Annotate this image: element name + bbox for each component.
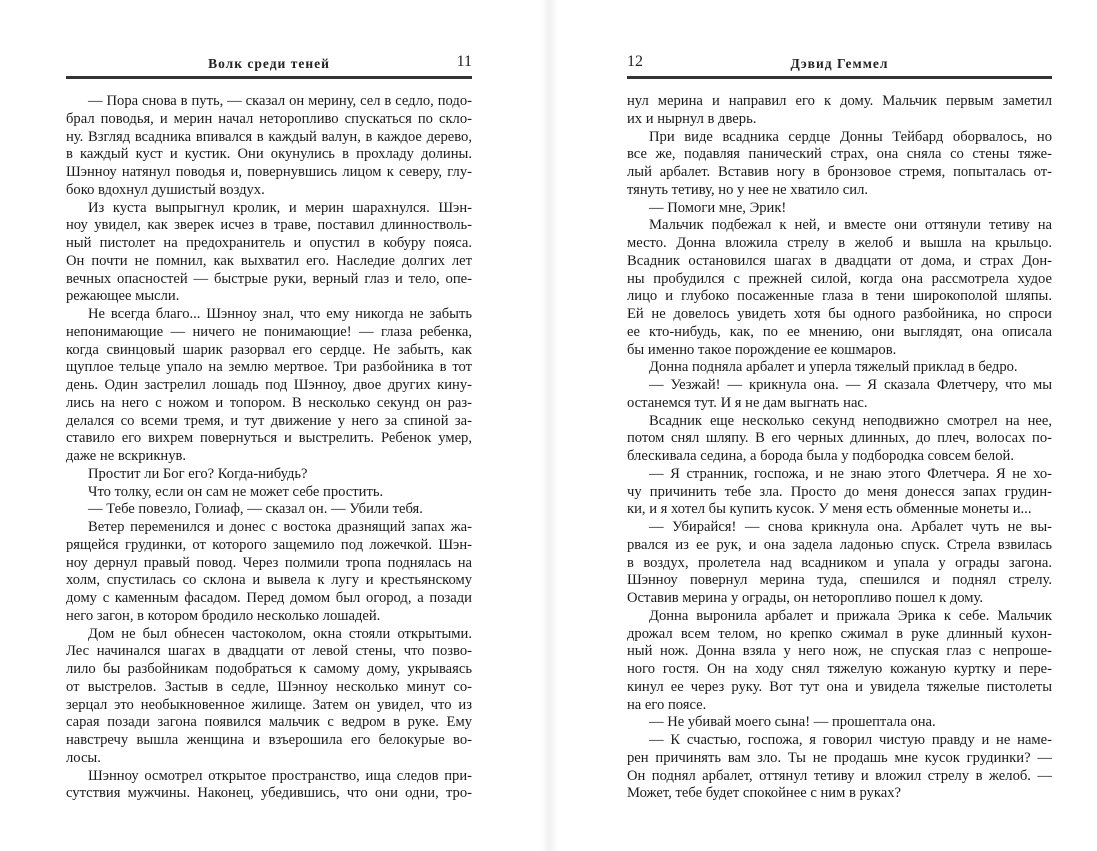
text-line: Шэнноу повернул мерина туда, спешился и поднял стрелу. — [627, 572, 1052, 589]
paragraph — [627, 93, 1052, 129]
text-line: — К счастью, госпожа, я говорил чистую правду и не наме- — [649, 732, 1052, 748]
page-header — [627, 0, 1052, 77]
text-line: боко вдохнул душистый воздух. — [66, 181, 265, 198]
paragraph — [66, 626, 472, 768]
text-line: в воздух, пролетела над всадником и упала у ограды загона. — [627, 554, 1052, 571]
paragraph — [627, 519, 1052, 608]
text-line: — Не убивай моего сына! — прошептала она. — [649, 714, 936, 731]
text-line: на его поясе. — [627, 696, 707, 713]
paragraph — [66, 200, 472, 307]
paragraph — [627, 608, 1052, 715]
text-line: Дом не был обнесен частоколом, окна стояли открытыми. — [88, 625, 472, 642]
paragraph — [627, 714, 1052, 732]
text-line: брал поводья, и мерин начал неторопливо спускаться по скло- — [66, 110, 472, 127]
text-line: ного гостя. Он на ходу снял тяжелую кожаную куртку и пере- — [627, 661, 1052, 677]
text-line: даже не вскрикнув. — [66, 448, 187, 464]
text-line: Он почти не помнил, как выхватил его. Наследие долгих лет — [66, 252, 472, 269]
text-line: ный нож. Донна взяла у него нож, не спуская глаз с непроше- — [627, 643, 1052, 660]
text-line: Шэнноу осмотрел открытое пространство, ища следов при- — [88, 767, 472, 784]
text-line: Оставив мерина у ограды, он неторопливо пошел к дому. — [627, 590, 983, 606]
text-line: кинул ее через руку. Вот тут она и увидела тяжелые пистолеты — [627, 678, 1052, 695]
text-line: ки, и я хотел бы купить кусок. У меня есть обменные монеты и... — [627, 501, 1032, 518]
text-line: все же, подавляя панический страх, она сняла со стены тяже- — [627, 146, 1052, 163]
text-line: зерцал это необыкновенное жилище. Затем он увидел, что из — [66, 696, 472, 713]
text-line: щуплое тельце упало на землю мертвое. Три разбойника в тот — [66, 359, 472, 376]
book-gutter — [540, 0, 558, 851]
header-rule — [627, 76, 1052, 79]
paragraph — [627, 413, 1052, 466]
paragraph — [627, 466, 1052, 519]
text-line: рен причинять вам зло. Ты не продашь мне кусок грудинки? — — [627, 749, 1052, 766]
text-line: потом снял шляпу. В его черных длинных, до плеч, волосах по- — [627, 430, 1052, 447]
text-line: блескивала седина, а борода была у подбородка совсем белой. — [627, 448, 1014, 464]
text-line: в каждый куст и кустик. Они окунулись в прохладу долины. — [66, 146, 472, 163]
page-header — [66, 0, 472, 77]
text-line: непонимающие — ничего не понимающие! — глаза ребенка, — [66, 323, 472, 340]
text-line: — Пора снова в путь, — сказал он мерину, сел в седло, подо- — [88, 93, 472, 109]
running-title: Дэвид Геммел — [790, 56, 889, 71]
text-line: тянуть тетиву, но у нее не хватило сил. — [627, 181, 869, 198]
paragraph — [627, 200, 1052, 218]
text-line: делался со всеми тремя, и тут движение у него за спиной за- — [66, 412, 472, 429]
text-line: навстречу вышла женщина и взъерошила его белокурые во- — [66, 732, 472, 748]
text-line: Всадник еще несколько секунд неподвижно смотрел на нее, — [649, 412, 1052, 429]
text-line: ны пробудился с прежней силой, когда она рассмотрела худое — [627, 270, 1052, 287]
text-line: холм, спустилась со склона и вывела к лугу и крестьянскому — [66, 572, 472, 589]
text-line: их и нырнул в дверь. — [627, 110, 757, 127]
page-number: 11 — [456, 53, 472, 70]
page-body — [66, 93, 472, 803]
text-line: Он поднял арбалет, оттянул тетиву и вложил стрелу в желоб. — — [627, 767, 1052, 784]
running-title: Волк среди теней — [208, 56, 330, 71]
text-line: При виде всадника сердце Донны Тейбард оборвалось, но — [649, 128, 1052, 145]
text-line: Донна выронила арбалет и прижала Эрика к себе. Мальчик — [649, 607, 1052, 624]
paragraph — [627, 217, 1052, 359]
text-line: Может, тебе будет спокойнее с ним в руках? — [627, 785, 902, 802]
text-line: него загон, в котором бродило несколько лошадей. — [66, 607, 381, 624]
text-line: — Уезжай! — крикнула она. — Я сказала Флетчеру, что мы — [649, 377, 1052, 393]
text-line: Ей не довелось увидеть хотя бы одного разбойника, но спроси — [627, 306, 1052, 322]
text-line: ставило его вихрем повернуться и выстрелить. Ребенок умер, — [66, 430, 472, 447]
paragraph — [66, 501, 472, 519]
text-line: вечных опасностей — быстрые руки, верный глаз и тело, опе- — [66, 270, 472, 287]
paragraph — [627, 377, 1052, 413]
text-line: лицо и глубоко посаженные глаза в тени широкополой шляпы. — [627, 288, 1052, 305]
paragraph — [66, 519, 472, 626]
paragraph — [66, 484, 472, 502]
text-line: нул мерина и направил его к дому. Мальчик первым заметил — [627, 93, 1052, 109]
text-line: Из куста выпрыгнул кролик, и мерин шарахнулся. Шэн- — [88, 199, 472, 216]
text-line: режающее мысли. — [66, 288, 180, 305]
text-line: — Убирайся! — снова крикнула она. Арбалет чуть не вы- — [649, 519, 1052, 535]
text-line: дому с каменным фасадом. Перед домом был огород, а позади — [66, 590, 472, 606]
paragraph — [627, 359, 1052, 377]
text-line: лило бы разбойникам подобраться к самому дому, укрываясь — [66, 661, 472, 677]
text-line: когда свинцовый шарик разорвал его сердце. Не забыть, как — [66, 341, 472, 358]
text-line: дрожал всем телом, но крепко сжимал в руке длинный кухон- — [627, 625, 1052, 642]
text-line: Ветер переменился и донес с востока дразнящий запах жа- — [88, 519, 472, 535]
paragraph — [66, 768, 472, 804]
text-line: останемся тут. И я не дам выгнать нас. — [627, 394, 868, 411]
text-line: Не всегда благо... Шэнноу знал, что ему никогда не забыть — [88, 306, 472, 322]
text-line: лись на него с ножом и топором. В несколько секунд он раз- — [66, 394, 472, 411]
right-page — [627, 0, 1052, 802]
paragraph — [66, 466, 472, 484]
text-line: Лес начинался шагах в двадцати от левой стены, что позво- — [66, 643, 472, 660]
text-line: Что толку, если он сам не может себе простить. — [88, 483, 384, 500]
header-rule — [66, 76, 472, 79]
paragraph — [627, 732, 1052, 803]
text-line: Донна подняла арбалет и уперла тяжелый приклад в бедро. — [649, 359, 1018, 376]
paragraph — [627, 129, 1052, 200]
text-line: день. Один застрелил лошадь под Шэнноу, двое других кину- — [66, 377, 472, 393]
text-line: ный пистолет на предохранитель и опустил в кобуру пояса. — [66, 235, 472, 251]
text-line: рящейся грудинки, от которого защемило под ложечкой. Шэн- — [66, 536, 472, 553]
text-line: Всадник остановился шагах в двадцати от дома, и страх Дон- — [627, 252, 1052, 269]
paragraph — [66, 93, 472, 200]
text-line: ноу увидел, как зверек исчез в траве, поставил длинностволь- — [66, 217, 472, 234]
text-line: ноу дернул правый повод. Через полмили тропа поднялась на — [66, 554, 472, 571]
text-line: Простит ли Бог его? Когда-нибудь? — [88, 465, 308, 482]
page-number: 12 — [627, 53, 643, 70]
paragraph — [66, 306, 472, 466]
text-line: ее кто-нибудь, как, по ее мнению, они выглядят, она описала — [627, 323, 1052, 340]
text-line: сарая позади загона появился мальчик с ведром в руке. Ему — [66, 714, 472, 731]
text-line: лосы. — [66, 749, 101, 766]
page-body — [627, 93, 1052, 803]
text-line: от выстрелов. Застыв в седле, Шэнноу несколько минут со- — [66, 678, 472, 695]
text-line: Шэнноу натянул поводья и, повернувшись лицом к северу, глу- — [66, 164, 472, 180]
text-line: Мальчик подбежал к ней, и вместе они оттянули тетиву на — [649, 217, 1052, 234]
left-page — [66, 0, 472, 802]
text-line: бы именно такое порождение ее кошмаров. — [627, 341, 897, 358]
text-line: сутствия мужчины. Наконец, убедившись, что они одни, тро- — [66, 785, 472, 802]
text-line: ну. Взгляд всадника впивался в каждый валун, в каждое дерево, — [66, 128, 472, 145]
text-line: — Я странник, госпожа, и не знаю этого Флетчера. Я не хо- — [649, 465, 1052, 482]
text-line: — Тебе повезло, Голиаф, — сказал он. — Убили тебя. — [88, 501, 423, 518]
text-line: рвался из ее рук, и она задела ладонью спуск. Стрела взвилась — [627, 536, 1052, 553]
text-line: — Помоги мне, Эрик! — [649, 199, 787, 216]
text-line: лый арбалет. Вставив ногу в бронзовое стремя, попыталась от- — [627, 164, 1052, 180]
text-line: место. Донна вложила стрелу в желоб и вышла на крыльцо. — [627, 235, 1052, 251]
text-line: чу причинить тебе зла. Просто до меня донесся запах грудин- — [627, 483, 1052, 500]
